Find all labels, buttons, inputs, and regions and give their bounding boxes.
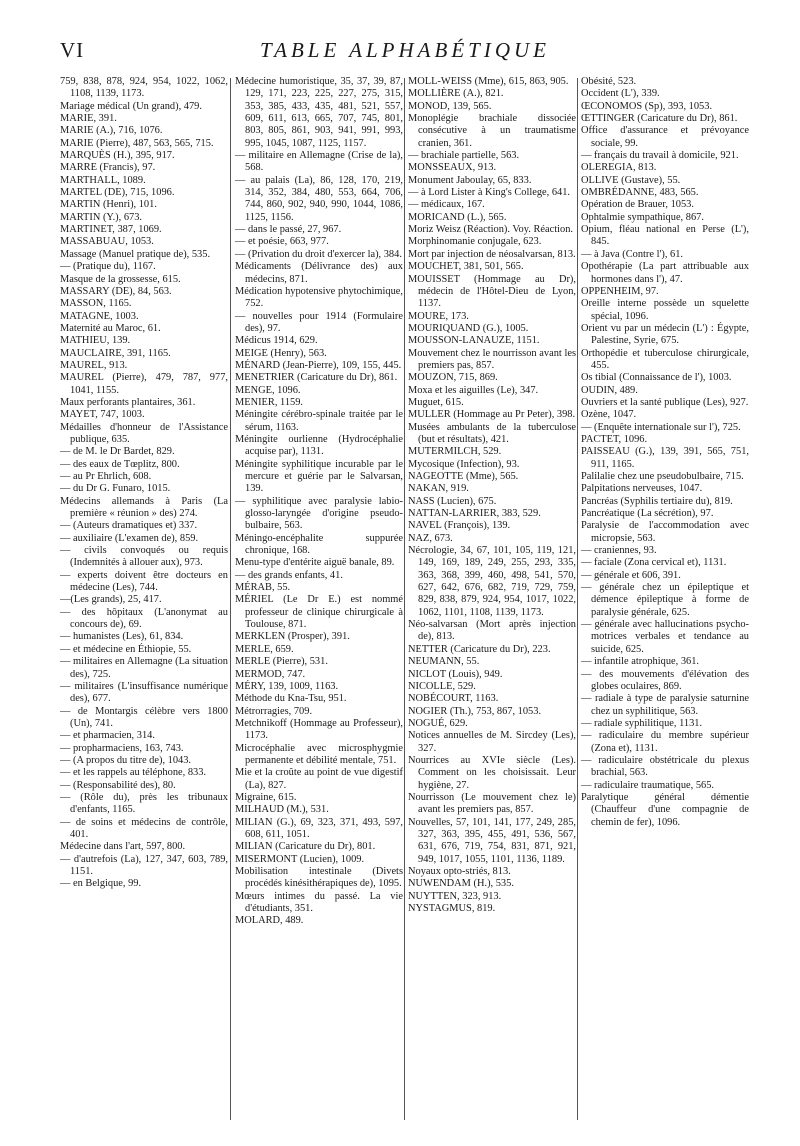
index-entry: NAKAN, 919. [408, 483, 469, 495]
index-entry: Nouvelles, 57, 101, 141, 177, 249, 285, 327, 363, 395, 455, 491, 536, 567, 631, 676, 719, 754, 831, 871, 921, 949, 1017, 1055, 1101, 1136, 1189. [408, 816, 576, 865]
index-entry: — générale avec hallucinations psycho-motrices verbales et tendance au suicide, 625. [581, 619, 749, 655]
index-entry: NETTER (Caricature du Dr), 223. [408, 643, 551, 655]
index-entry: MOLARD, 489. [235, 915, 304, 927]
index-entry: Néo-salvarsan (Mort après injection de), 813. [408, 619, 576, 643]
index-entry: Morphinomaniе conjugale, 623. [408, 236, 542, 248]
index-entry: — du Dr G. Funaro, 1015. [60, 483, 171, 495]
index-entry: Palilalie chez une pseudobulbaire, 715. [581, 471, 744, 482]
column-divider [404, 78, 405, 1120]
index-entry: MASSON, 1165. [60, 298, 132, 310]
index-entry: MOUZON, 715, 869. [408, 372, 498, 384]
index-entry: Microcéphalie avec microsphygmie permanente et débilité mentale, 751. [235, 742, 403, 766]
index-entry: Muguet, 615. [408, 396, 464, 408]
index-entry: — en Belgique, 99. [60, 878, 142, 890]
index-entry: MERLE, 659. [235, 643, 294, 655]
index-entry: Méthode du Kna-Tsu, 951. [235, 693, 347, 705]
index-entry: — nouvelles pour 1914 (Formulaire des), 97. [235, 310, 403, 334]
index-entry: — humanistes (Les), 61, 834. [60, 631, 184, 643]
index-entry: Menu-type d'entérite aiguë banale, 89. [235, 557, 395, 569]
index-entry: NASS (Lucien), 675. [408, 495, 497, 507]
index-entry: — (Pratique du), 1167. [60, 261, 156, 273]
index-entry: — radiculaire traumatique, 565. [581, 779, 715, 791]
index-entry: NICOLLE, 529. [408, 680, 476, 692]
index-entry: MARRE (Francis), 97. [60, 162, 156, 174]
index-entry: Moriz Weisz (Réaction). Voy. Réaction. [408, 224, 573, 236]
index-entry: — craniennes, 93. [581, 545, 657, 557]
index-entry: MÉRY, 139, 1009, 1163. [235, 680, 339, 692]
index-entry: — propharmaciens, 163, 743. [60, 742, 184, 754]
index-entry: Migraine, 615. [235, 791, 297, 803]
index-entry: — (Privation du droit d'exercer la), 384. [235, 248, 402, 260]
index-entry: Musées ambulants de la tuberculose (but et résultats), 421. [408, 421, 576, 445]
index-entry: Monument Jaboulay, 65, 833. [408, 174, 532, 186]
index-entry: MOUISSET (Hommage au Dr), médecin de l'Hôtel-Dieu de Lyon, 1137. [408, 273, 576, 310]
index-entry: MARIE, 391. [60, 113, 117, 125]
index-entry: — des grands enfants, 41. [235, 569, 343, 581]
index-entry: — et pharmacien, 314. [60, 730, 155, 742]
index-entry: NATTAN-LARRIER, 383, 529. [408, 508, 541, 520]
index-entry: ŒCONOMOS (Sp), 393, 1053. [581, 100, 713, 112]
index-entry: — d'autrefois (La), 127, 347, 603, 789, 1151. [60, 853, 228, 877]
index-entry: Méningite cérébro-spinale traitée par le sérum, 1163. [235, 409, 403, 433]
index-entry: Ophtalmie sympathique, 867. [581, 211, 704, 223]
index-entry: NAZ, 673. [408, 532, 453, 544]
index-entry: MENETRIER (Caricature du Dr), 861. [235, 372, 398, 384]
index-entry: Masque de la grossesse, 615. [60, 273, 181, 285]
index-entry: MISERMONT (Lucien), 1009. [235, 853, 365, 865]
index-entry: MILIAN (Caricature du Dr), 801. [235, 841, 376, 853]
index-entry: — militaire en Allemagne (Crise de la), 568. [235, 150, 403, 174]
index-entry: — faciale (Zona cervical et), 1131. [581, 557, 727, 569]
index-entry: Opération de Brauer, 1053. [581, 199, 694, 211]
index-entry: — radiale à type de paralysie saturnine chez un syphilitique, 563. [581, 693, 749, 717]
index-entry: Méningite syphilitique incurable par le mercure et guérie par le Salvarsan, 139. [235, 458, 403, 495]
index-entry: — radiculaire obstétricale du plexus brachial, 563. [581, 754, 749, 779]
index-entry: MARTIN (Henri), 101. [60, 199, 157, 211]
index-entry: — radiale syphilitique, 1131. [581, 717, 703, 729]
index-entry: MEIGE (Henry), 563. [235, 347, 327, 359]
index-entry: MARTINET, 387, 1069. [60, 224, 162, 236]
index-entry: 759, 838, 878, 924, 954, 1022, 1062, 1108, 1139, 1173. [60, 76, 228, 100]
index-entry: Ouvriers et la santé publique (Les), 927. [581, 396, 749, 408]
index-entry: Noyaux opto-striés, 813. [408, 866, 511, 877]
index-entry: MILHAUD (M.), 531. [235, 804, 329, 816]
index-entry: Paralytique général démentie (Chauffeur d'une compagnie de chemin de fer), 1096. [581, 791, 749, 828]
index-entry: — français du travail à domicile, 921. [581, 150, 739, 162]
index-entry: — des mouvements d'élévation des globes oculaires, 869. [581, 668, 749, 692]
index-entry: Os tibial (Connaissance de l'), 1003. [581, 372, 732, 384]
index-entry: MARQUÈS (H.), 395, 917. [60, 150, 175, 162]
index-entry: MAUCLAIRE, 391, 1165. [60, 347, 171, 359]
index-entry: — et médecine en Éthiopie, 55. [60, 643, 192, 655]
index-entry: Ozène, 1047. [581, 409, 637, 421]
index-entry: MASSARY (DE), 84, 563. [60, 285, 172, 297]
index-entry: MÉRIEL (Le Dr E.) est nommé professeur de clinique chirurgicale à Toulouse, 871. [235, 594, 403, 631]
index-entry: — médicaux, 167. [408, 199, 485, 211]
index-entry: Notices annuelles de M. Sircdey (Les), 327. [408, 730, 576, 754]
index-entry: Pancréas (Syphilis tertiaire du), 819. [581, 495, 733, 507]
index-entry: — brachiale partielle, 563. [408, 150, 520, 162]
index-entry: Nourrices au XVIe siècle (Les). Comment on les choisissait. Leur hygiène, 27. [408, 754, 576, 791]
index-entry: Mort par injection de néosalvarsan, 813. [408, 248, 576, 260]
index-entry: — au palais (La), 86, 128, 170, 219, 314, 352, 384, 480, 553, 664, 706, 744, 860, 902, 940, 990, 1044, 1086, 1125, 1156. [235, 174, 403, 223]
index-entry: Orthopédie et tuberculose chirurgicale, 455. [581, 347, 749, 371]
index-entry: MILIAN (G.), 69, 323, 371, 493, 597, 608, 611, 1051. [235, 816, 403, 840]
index-entry: — civils convoqués ou requis (Indemnités à allouer aux), 973. [60, 545, 228, 569]
index-entry: NEUMANN, 55. [408, 656, 480, 668]
index-entry: MULLER (Hommage au Pr Peter), 398. [408, 409, 576, 421]
index-entry: Méningo-encéphalite suppurée chronique, 168. [235, 532, 403, 557]
index-entry: Obésité, 523. [581, 76, 637, 87]
index-entry: NUYTTEN, 323, 913. [408, 890, 502, 902]
index-entry: NOGIER (Th.), 753, 867, 1053. [408, 705, 542, 717]
index-entry: Palpitations nerveuses, 1047. [581, 483, 703, 495]
index-entry: Mariage médical (Un grand), 479. [60, 100, 202, 112]
index-entry: MONOD, 139, 565. [408, 100, 492, 112]
index-entry: Mycosique (Infection), 93. [408, 458, 520, 470]
index-entry: Métrorragies, 709. [235, 705, 313, 717]
index-entry: — à Lord Lister à King's College, 641. [408, 187, 571, 199]
index-entry: Médicus 1914, 629. [235, 335, 318, 347]
index-entry: Médecine dans l'art, 597, 800. [60, 841, 186, 853]
index-entry: — de Montargis célèbre vers 1800 (Un), 741. [60, 705, 228, 729]
index-entry: Occident (L'), 339. [581, 88, 660, 100]
index-entry: NOGUÉ, 629. [408, 717, 468, 729]
index-entry: MENGE, 1096. [235, 384, 301, 396]
index-entry: — (Enquête internationale sur l'), 725. [581, 421, 741, 433]
index-entry: OPPENHEIM, 97. [581, 285, 659, 297]
index-entry: — militaires en Allemagne (La situation des), 725. [60, 656, 228, 680]
index-entry: Mœurs intimes du passé. La vie d'étudiants, 351. [235, 890, 403, 915]
index-entry: MAYET, 747, 1003. [60, 409, 145, 421]
index-entry: OMBRÉDANNE, 483, 565. [581, 187, 699, 199]
index-page [60, 36, 750, 1126]
index-entry: MUTERMILCH, 529. [408, 446, 502, 458]
index-entry: Maternité au Maroc, 61. [60, 322, 161, 334]
index-entry: MARIE (Pierre), 487, 563, 565, 715. [60, 137, 214, 149]
index-entry: — des hôpitaux (L'anonymat au concours de), 69. [60, 606, 228, 631]
index-entry: — (Responsabilité des), 80. [60, 779, 176, 791]
page-header [60, 36, 750, 72]
index-entry: Médication hypotensive phytochimique, 752. [235, 285, 403, 310]
index-entry: Opothérapie (La part attribuable aux hormones dans l'), 47. [581, 261, 749, 285]
index-entry: NUWENDAM (H.), 535. [408, 878, 514, 890]
index-entry: MARTHALL, 1089. [60, 174, 146, 186]
index-entry: MONSSEAUX, 913. [408, 162, 497, 174]
column-divider [577, 78, 578, 1120]
index-entry: MERMOD, 747. [235, 668, 306, 680]
index-entry: NAGEOTTE (Mme), 565. [408, 471, 519, 482]
index-entry: MOUCHET, 381, 501, 565. [408, 261, 524, 273]
index-entry: Mie et la croûte au point de vue digestif (La), 827. [235, 767, 403, 791]
index-entry: — infantile atrophique, 361. [581, 656, 700, 668]
index-entry: — et les rappels au téléphone, 833. [60, 767, 207, 779]
index-entry: Pancréatique (La sécrétion), 97. [581, 508, 714, 520]
index-entry: — syphilitique avec paralysie labio-glosso-laryngée d'origine pseudo-bulbaire, 563. [235, 495, 403, 532]
index-entry: Oreille interne possède un squelette spécial, 1096. [581, 298, 749, 322]
index-entry: — (Auteurs dramatiques et) 337. [60, 520, 198, 532]
index-entry: Office d'assurance et prévoyance sociale, 99. [581, 125, 749, 149]
index-column-4 [581, 76, 749, 829]
index-entry: — dans le passé, 27, 967. [235, 224, 342, 236]
index-entry: MOLLIÈRE (A.), 821. [408, 88, 504, 100]
index-entry: MAUREL, 913. [60, 359, 128, 371]
index-entry: Nourrisson (Le mouvement chez le) avant les premiers pas, 857. [408, 791, 576, 816]
index-entry: NOBÉCOURT, 1163. [408, 693, 499, 705]
index-entry: MORICAND (L.), 565. [408, 211, 507, 223]
index-entry: — (Rôle du), près les tribunaux d'enfants, 1165. [60, 791, 228, 816]
index-entry: — experts doivent être docteurs en médecine (Les), 744. [60, 569, 228, 594]
index-entry: PACTET, 1096. [581, 433, 648, 445]
index-column-2 [235, 76, 403, 928]
index-entry: MASSABUAU, 1053. [60, 236, 154, 248]
index-entry: OLEREGIA, 813. [581, 162, 657, 174]
index-entry: — militaires (L'insuffisance numérique des), 677. [60, 680, 228, 705]
index-entry: PAISSEAU (G.), 139, 391, 565, 751, 911, 1165. [581, 446, 749, 470]
index-entry: — à Java (Contre l'), 61. [581, 248, 683, 260]
index-column-3 [408, 76, 576, 915]
index-entry: ŒTTINGER (Caricature du Dr), 861. [581, 113, 738, 125]
index-entry: — et poésie, 663, 977. [235, 236, 329, 248]
index-entry: OLLIVE (Gustave), 55. [581, 174, 681, 186]
index-entry: MENIER, 1159. [235, 396, 304, 408]
index-entry: MARTIN (Y.), 673. [60, 211, 143, 223]
index-entry: Massage (Manuel pratique de), 535. [60, 248, 211, 260]
index-entry: — (A propos du titre de), 1043. [60, 754, 192, 766]
index-entry: Monoplégie brachiale dissociée consécutive à un traumatisme cranien, 361. [408, 113, 576, 149]
index-entry: MARTEL (DE), 715, 1096. [60, 187, 175, 199]
index-columns [60, 76, 750, 1126]
index-entry: Médecine humoristique, 35, 37, 39, 87, 129, 171, 223, 225, 227, 275, 315, 353, 385, 433, 435, 481, 521, 557, 609, 611, 613, 665, 707, 745, 801, 803, 805, 861, 903, 941, 991, 993, 995, 1045, 1087, 1125, 1157. [235, 76, 403, 149]
index-entry: Metchnikoff (Hommage au Professeur), 1173. [235, 717, 403, 742]
index-entry: NYSTAGMUS, 819. [408, 903, 496, 915]
index-entry: MERLE (Pierre), 531. [235, 656, 328, 668]
index-entry: — de soins et médecins de contrôle, 401. [60, 816, 228, 840]
index-entry: MARIE (A.), 716, 1076. [60, 125, 163, 137]
index-entry: Mobilisation intestinale (Divets procédés kinésithérapiques de), 1095. [235, 866, 403, 890]
index-entry: — générale chez un épileptique et démence épileptique à forme de paralysie générale, 625. [581, 582, 749, 618]
index-entry: Médicaments (Délivrance des) aux médecins, 871. [235, 261, 403, 285]
index-entry: MÉRAB, 55. [235, 582, 291, 594]
index-entry: Méningite ourlienne (Hydrocéphalie acquise par), 1131. [235, 433, 403, 458]
index-entry: Paralysie de l'accommodation avec micropsie, 563. [581, 520, 749, 544]
index-entry: MOURE, 173. [408, 310, 469, 322]
index-entry: Opium, fléau national en Perse (L'), 845. [581, 224, 749, 248]
index-entry: NICLOT (Louis), 949. [408, 668, 503, 680]
index-entry: MOLL-WEISS (Mme), 615, 863, 905. [408, 76, 569, 87]
index-column-1 [60, 76, 228, 891]
index-entry: MOURIQUAND (G.), 1005. [408, 322, 529, 334]
page-title: TABLE ALPHABÉTIQUE [260, 38, 550, 62]
index-entry: Mouvement chez le nourrisson avant les premiers pas, 857. [408, 347, 576, 371]
index-entry: MATAGNE, 1003. [60, 310, 139, 322]
index-entry: MÉNARD (Jean-Pierre), 109, 155, 445. [235, 359, 402, 371]
index-entry: — radiculaire du membre supérieur (Zona et), 1131. [581, 730, 749, 754]
index-entry: MATHIEU, 139. [60, 335, 131, 347]
index-entry: NAVEL (François), 139. [408, 520, 511, 532]
index-entry: OUDIN, 489. [581, 384, 638, 396]
index-entry: Maux perforants plantaires, 361. [60, 396, 196, 408]
index-entry: —(Les grands), 25, 417. [60, 594, 162, 606]
index-entry: Nécrologie, 34, 67, 101, 105, 119, 121, 149, 169, 189, 249, 255, 293, 335, 363, 368, 399, 460, 498, 541, 570, 627, 642, 676, 682, 719, 729, 759, 829, 838, 879, 924, 954, 1017, 1022, 1062, 1101, 1108, 1139, 1173. [408, 545, 576, 618]
index-entry: — de M. le Dr Bardet, 829. [60, 446, 175, 458]
index-entry: MAUREL (Pierre), 479, 787, 977, 1041, 1155. [60, 372, 228, 396]
index-entry: — générale et 606, 391. [581, 569, 681, 581]
index-entry: — au Pr Ehrlich, 608. [60, 471, 152, 482]
index-entry: Médailles d'honneur de l'Assistance publique, 635. [60, 421, 228, 445]
index-entry: — auxiliaire (L'examen de), 859. [60, 532, 199, 544]
index-entry: Médecins allemands à Paris (La première « réunion » des) 274. [60, 495, 228, 520]
index-entry: Orient vu par un médecin (L') : Égypte, Palestine, Syrie, 675. [581, 322, 749, 347]
index-entry: MERKLEN (Prosper), 391. [235, 631, 350, 643]
index-entry: Moxa et les aiguilles (Le), 347. [408, 384, 539, 396]
index-entry: — des eaux de Tœplitz, 800. [60, 458, 180, 470]
page-number: VI [60, 38, 85, 62]
index-entry: MOUSSON-LANAUZE, 1151. [408, 335, 540, 347]
column-divider [230, 78, 231, 1120]
